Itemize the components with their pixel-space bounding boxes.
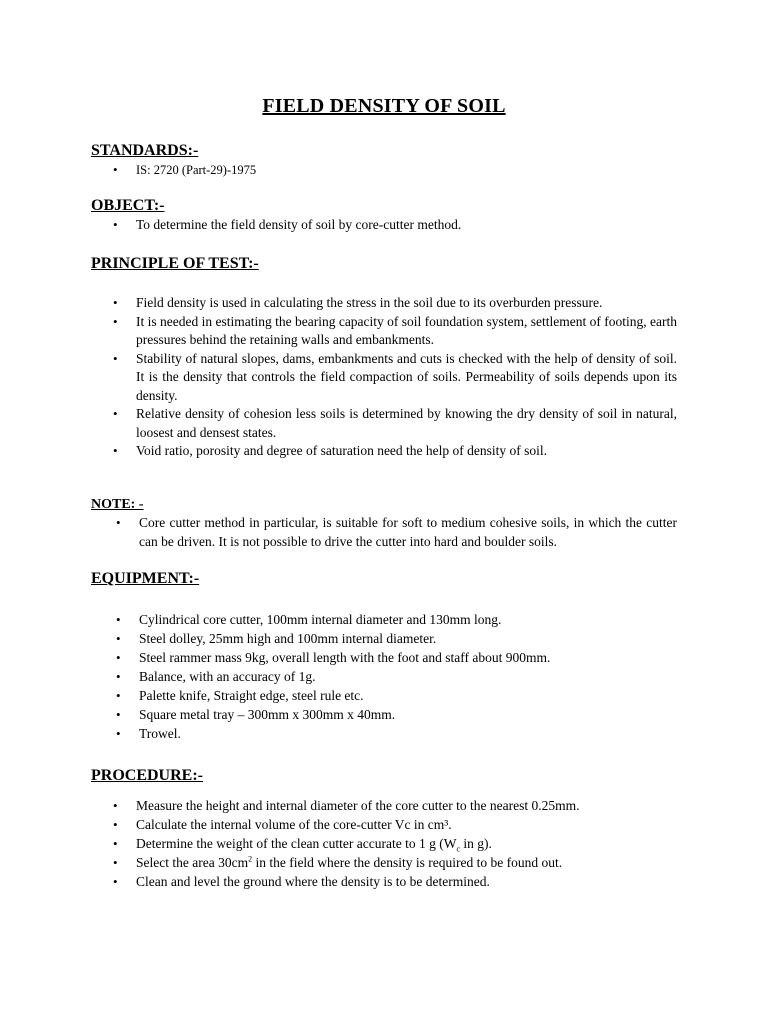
list-item: • Steel rammer mass 9kg, overall length with the foot and staff about 900mm. — [139, 648, 699, 667]
list-item-text: Select the area 30cm — [136, 855, 249, 870]
standards-list — [136, 161, 696, 180]
equipment-list — [139, 610, 699, 743]
procedure-list — [136, 796, 696, 891]
list-item-text: in the field where the density is required to be found out. — [252, 855, 563, 870]
list-item — [136, 853, 696, 872]
standards-heading: STANDARDS:- — [91, 142, 199, 159]
list-item: • To determine the field density of soil by core-cutter method. — [136, 216, 696, 235]
list-item: • Relative density of cohesion less soils is determined by knowing the dry density of soil in natural, loosest and densest states. — [136, 405, 677, 442]
list-item: • Cylindrical core cutter, 100mm internal diameter and 130mm long. — [139, 610, 699, 629]
list-item — [136, 834, 696, 853]
note-list — [139, 514, 677, 551]
list-item: • Void ratio, porosity and degree of saturation need the help of density of soil. — [136, 442, 677, 461]
procedure-heading: PROCEDURE:- — [91, 767, 203, 784]
object-heading: OBJECT:- — [91, 197, 165, 214]
list-item: • Measure the height and internal diameter of the core cutter to the nearest 0.25mm. — [136, 796, 696, 815]
list-item: • Steel dolley, 25mm high and 100mm internal diameter. — [139, 629, 699, 648]
principle-list — [136, 294, 677, 461]
list-item: • It is needed in estimating the bearing capacity of soil foundation system, settlement of footing, earth pressures behind the retaining walls and embankments. — [136, 313, 677, 350]
note-heading: NOTE: - — [91, 497, 144, 512]
list-item: • IS: 2720 (Part-29)-1975 — [136, 161, 696, 180]
list-item: • Palette knife, Straight edge, steel rule etc. — [139, 686, 699, 705]
superscript: 2 — [248, 854, 253, 864]
principle-heading: PRINCIPLE OF TEST:- — [91, 255, 259, 272]
list-item: • Calculate the internal volume of the core-cutter Vc in cm³. — [136, 815, 696, 834]
list-item: • Stability of natural slopes, dams, embankments and cuts is checked with the help of density of soil. It is the density that controls the field compaction of soils. Permeability of soils depends upon its density. — [136, 350, 677, 406]
list-item: • Square metal tray – 300mm x 300mm x 40mm. — [139, 705, 699, 724]
document-title: FIELD DENSITY OF SOIL — [262, 95, 506, 117]
equipment-heading: EQUIPMENT:- — [91, 570, 200, 587]
list-item: • Balance, with an accuracy of 1g. — [139, 667, 699, 686]
list-item-text: in g). — [460, 836, 492, 851]
list-item: • Field density is used in calculating the stress in the soil due to its overburden pressure. — [136, 294, 677, 313]
list-item: • Core cutter method in particular, is suitable for soft to medium cohesive soils, in which the cutter can be driven. It is not possible to drive the cutter into hard and boulder soils. — [139, 514, 677, 551]
list-item: • Trowel. — [139, 724, 699, 743]
list-item: • Clean and level the ground where the density is to be determined. — [136, 872, 696, 891]
list-item-text: Determine the weight of the clean cutter accurate to 1 g (W — [136, 836, 457, 851]
object-list — [136, 216, 696, 235]
subscript: c — [456, 844, 461, 854]
